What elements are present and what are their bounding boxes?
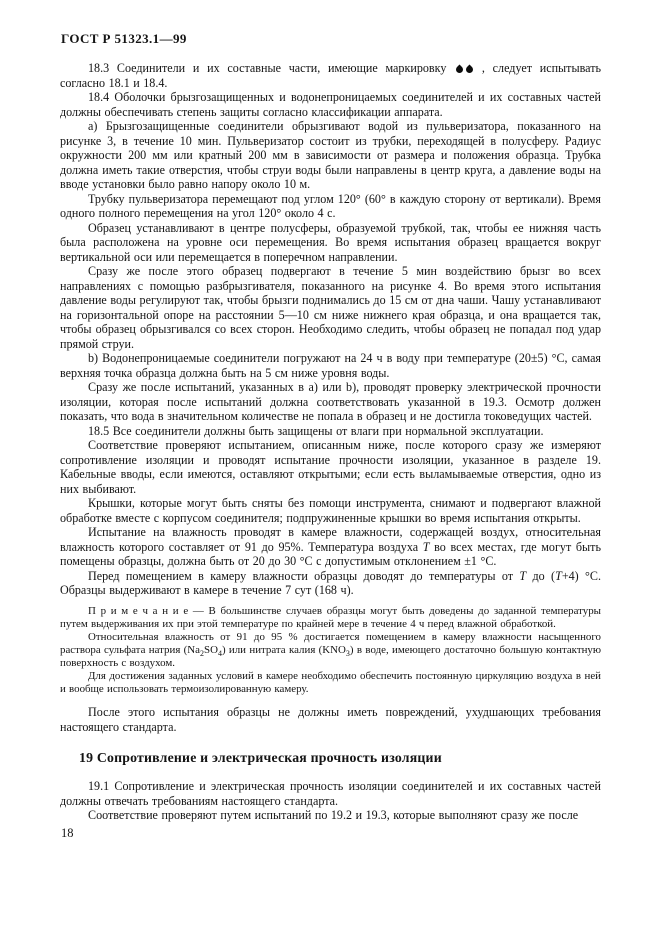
paragraph-splash-test: Сразу же после этого образец подвергают в течение 5 мин воздействию брызг во всех направлениях с помощью разбрызгивателя, показанного на рисунке 4. Во время этого испытания давление воды регулируют так, чтобы брызги поднимались до 15 см от дна чаши. Чашу устанавливают на горизонтальной опоре на расстоянии 5—10 см ниже нижнего края образца, и она вращается так, чтобы образец обрызгивался со всех сторон. Необходимо следить, чтобы образец не попадал под удар прямой струи. (60, 264, 601, 351)
paragraph-18-3 (60, 61, 601, 90)
paragraph-text: 18.3 Соединители и их составные части, имеющие маркировку (88, 61, 455, 75)
paragraph-note-humidity: Относительная влажность от 91 до 95 % достигается помещением в камеру влажности насыщенного раствора сульфата натрия $(Na_2SO_4)$ или нитрата калия $(KNO_3)$ в воде, имеющего достаточно большую контактную поверхность с воздухом. (60, 630, 601, 669)
paragraph-tube: Трубку пульверизатора перемещают под углом 120° (60° в каждую сторону от вертикали). Время одного полного перемещения на угол 120° около 4 с. (60, 191, 601, 220)
paragraph-humidity-test: Испытание на влажность проводят в камере влажности, содержащей воздух, относительная влажность которого составляет от 91 до 95%. Температура воздуха Т во всех местах, где могут быть помещены образцы, должна быть от 20 до 30 °С с допустимым отклонением ±1 °С. (60, 525, 601, 568)
paragraph-18-5: 18.5 Все соединители должны быть защищены от влаги при нормальной эксплуатации. (88, 423, 544, 438)
paragraph-chamber-conditioning: Перед помещением в камеру влажности образцы доводят до температуры от Т до (Т+4) °С. Образцы выдерживают в камере в течение 7 сут (168 ч). (60, 568, 601, 597)
paragraph-item-b: b) Водонепроницаемые соединители погружают на 24 ч в воду при температуре (20±5) °С, самая верхняя точка образца должна быть на 5 см ниже уровня воды. (60, 351, 601, 380)
paragraph-specimen-setup: Образец устанавливают в центре полусферы, образуемой трубкой, так, чтобы ее нижняя часть была расположена на уровне оси перемещения. Во время испытания образец вращается вокруг вертикальной оси или перемещается в поперечном направлении. (60, 220, 601, 264)
paragraph-after-tests: Сразу же после испытаний, указанных в а) или b), проводят проверку электрической прочности изоляции, которая после испытаний должна соответствовать указанной в 19.3. Осмотр должен показать, что вода в значительном количестве не попала в образец и не достигла токоведущих частей. (60, 380, 601, 423)
document-body (60, 61, 601, 823)
section-heading: 19 Сопротивление и электрическая прочность изоляции (79, 750, 442, 766)
paragraph-item-a: а) Брызгозащищенные соединители обрызгивают водой из пульверизатора, показанного на рисунке 3, в течение 10 мин. Пульверизатор состоит из трубки, переходящей в полусферу. Радиус окружности 200 мм или кратный 200 мм в зависимости от размера и положения образца. Трубка должна иметь такие отверстия, чтобы струи воды были направлены в центр круга, а давление воды на вводе установки было равно напору около 10 м. (60, 119, 601, 191)
paragraph-19-compliance: Соответствие проверяют путем испытаний по 19.2 и 19.3, которые выполняют сразу же после (88, 808, 579, 823)
paragraph-18-4: 18.4 Оболочки брызгозащищенных и водонепроницаемых соединителей и их составных частей должны обеспечивать степень защиты согласно классификации аппарата. (60, 90, 601, 119)
paragraph-note-circulation: Для достижения заданных условий в камере необходимо обеспечить постоянную циркуляцию воздуха в ней и вообще использовать термоизолированную камеру. (60, 669, 601, 696)
paragraph-covers: Крышки, которые могут быть сняты без помощи инструмента, снимают и подвергают влажной обработке вместе с корпусом соединителя; подпружиненные крышки во время испытания открыты. (60, 496, 601, 525)
document-code: ГОСТ Р 51323.1—99 (61, 31, 187, 46)
paragraph-19-1: 19.1 Сопротивление и электрическая прочность изоляции соединителей и их составных частей должны отвечать требованиям настоящего стандарта. (60, 779, 601, 808)
paragraph-text: , следует испытывать согласно 18.1 и 18.4. (60, 61, 601, 90)
water-drop-icon (464, 65, 474, 75)
water-drop-icon (454, 65, 464, 75)
page-number: 18 (61, 826, 74, 840)
paragraph-note: П р и м е ч а н и е — В большинстве случаев образцы могут быть доведены до заданной температуры путем выдерживания их при этой температуре по крайней мере в течение 4 ч перед влажной обработкой. (60, 604, 601, 630)
paragraph-compliance-check: Соответствие проверяют испытанием, описанным ниже, после которого сразу же измеряют сопротивление изоляции и проводят испытание прочности изоляции, указанное в разделе 19. Кабельные вводы, если имеются, оставляют открытыми; если есть выламываемые отверстия, одно из них выбивают. (60, 438, 601, 496)
paragraph-after-test-result: После этого испытания образцы не должны иметь повреждений, ухудшающих требования настоящего стандарта. (60, 705, 601, 734)
